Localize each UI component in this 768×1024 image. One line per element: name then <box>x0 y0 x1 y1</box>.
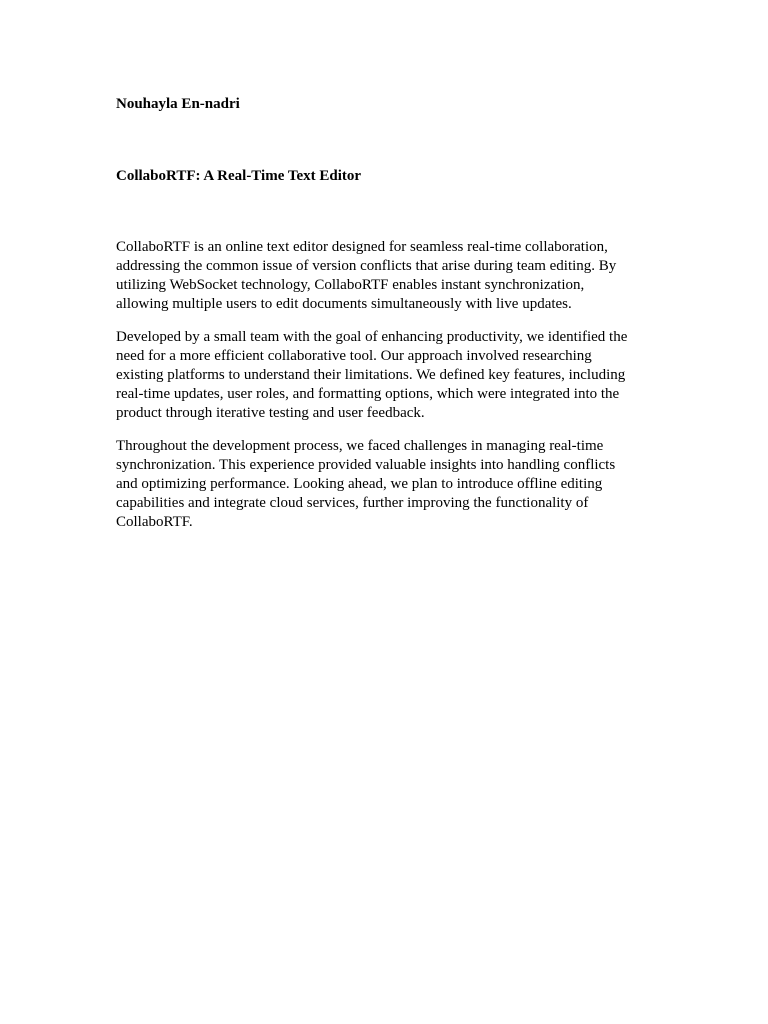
paragraph-1 <box>116 238 656 314</box>
text-line: Developed by a small team with the goal of enhancing productivity, we identified the <box>116 329 628 345</box>
document-title: CollaboRTF: A Real-Time Text Editor <box>116 168 362 184</box>
author-name: Nouhayla En-nadri <box>116 96 240 112</box>
text-line: real-time updates, user roles, and formatting options, which were integrated into the <box>116 386 620 402</box>
text-line: Throughout the development process, we faced challenges in managing real-time <box>116 438 604 454</box>
text-line: allowing multiple users to edit documents simultaneously with live updates. <box>116 296 572 312</box>
text-line: product through iterative testing and user feedback. <box>116 405 425 421</box>
text-line: capabilities and integrate cloud services, further improving the functionality of <box>116 495 589 511</box>
text-line: CollaboRTF is an online text editor designed for seamless real-time collaboration, <box>116 239 608 255</box>
text-line: and optimizing performance. Looking ahead, we plan to introduce offline editing <box>116 476 603 492</box>
text-line: addressing the common issue of version conflicts that arise during team editing. By <box>116 258 617 274</box>
text-line: CollaboRTF. <box>116 514 193 530</box>
text-line: utilizing WebSocket technology, CollaboRTF enables instant synchronization, <box>116 277 585 293</box>
text-line: need for a more efficient collaborative tool. Our approach involved researching <box>116 348 592 364</box>
text-line: synchronization. This experience provided valuable insights into handling conflicts <box>116 457 616 473</box>
document-body <box>116 238 656 546</box>
paragraph-2 <box>116 328 656 423</box>
paragraph-3 <box>116 437 656 532</box>
text-line: existing platforms to understand their limitations. We defined key features, including <box>116 367 626 383</box>
